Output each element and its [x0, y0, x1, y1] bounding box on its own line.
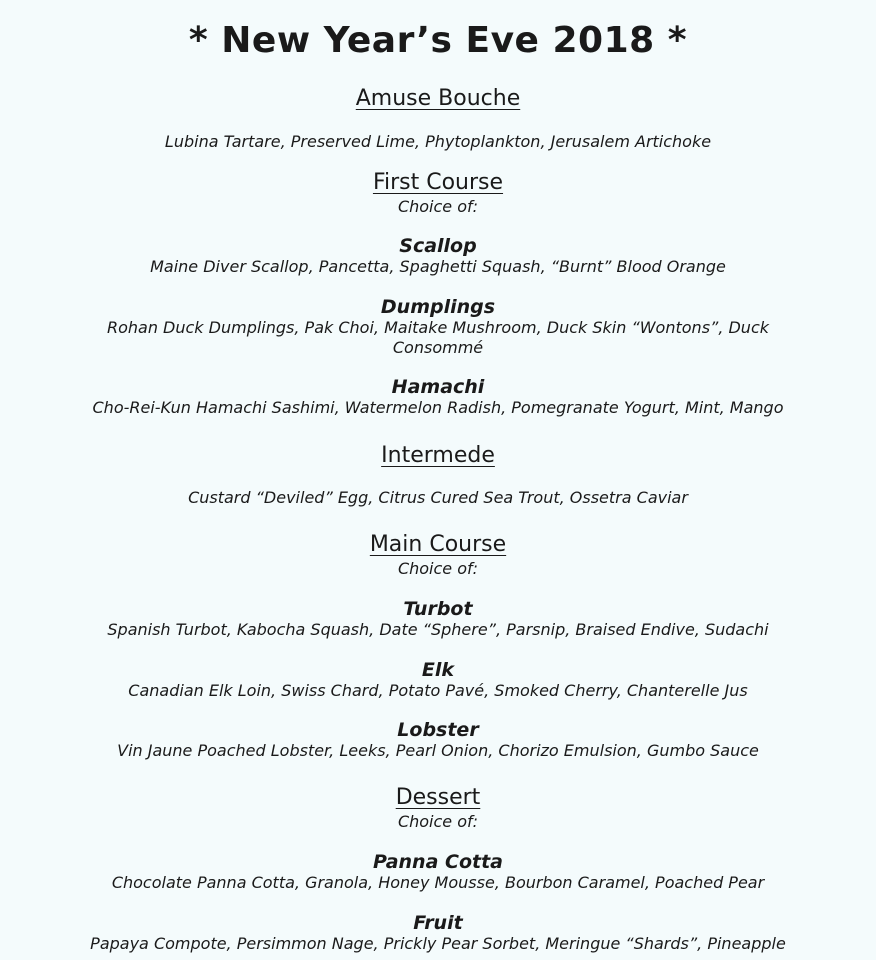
dish-name-turbot: Turbot: [403, 598, 473, 620]
dish-description-dumplings: Rohan Duck Dumplings, Pak Choi, Maitake Mushroom, Duck Skin “Wontons”, Duck Consommé: [106, 318, 770, 357]
menu-title: * New Year’s Eve 2018 *: [188, 20, 688, 61]
section-heading-intermede: Intermede: [381, 443, 495, 468]
main-course-choice-label: Choice of:: [397, 559, 479, 578]
dish-description-hamachi: Cho-Rei-Kun Hamachi Sashimi, Watermelon Radish, Pomegranate Yogurt, Mint, Mango: [92, 398, 784, 417]
dish-name-hamachi: Hamachi: [391, 376, 485, 398]
dish-description-panna-cotta: Chocolate Panna Cotta, Granola, Honey Mousse, Bourbon Caramel, Poached Pear: [111, 873, 765, 892]
intermede-description: Custard “Deviled” Egg, Citrus Cured Sea Trout, Ossetra Caviar: [188, 488, 688, 507]
dish-name-fruit: Fruit: [413, 912, 463, 934]
dish-name-panna-cotta: Panna Cotta: [372, 851, 503, 873]
dish-description-lobster: Vin Jaune Poached Lobster, Leeks, Pearl Onion, Chorizo Emulsion, Gumbo Sauce: [117, 741, 759, 760]
dish-name-scallop: Scallop: [399, 235, 477, 257]
dish-name-lobster: Lobster: [397, 719, 479, 741]
dish-name-dumplings: Dumplings: [380, 296, 496, 318]
section-heading-first-course: First Course: [372, 170, 504, 195]
dish-name-elk: Elk: [421, 659, 455, 681]
section-heading-dessert: Dessert: [395, 785, 481, 810]
dish-description-scallop: Maine Diver Scallop, Pancetta, Spaghetti Squash, “Burnt” Blood Orange: [150, 257, 726, 276]
section-heading-amuse-bouche: Amuse Bouche: [355, 86, 521, 111]
dish-description-fruit: Papaya Compote, Persimmon Nage, Prickly Pear Sorbet, Meringue “Shards”, Pineapple: [90, 934, 786, 953]
first-course-choice-label: Choice of:: [397, 197, 479, 216]
dessert-choice-label: Choice of:: [397, 812, 479, 831]
amuse-bouche-description: Lubina Tartare, Preserved Lime, Phytoplankton, Jerusalem Artichoke: [164, 132, 712, 151]
dish-description-elk: Canadian Elk Loin, Swiss Chard, Potato Pavé, Smoked Cherry, Chanterelle Jus: [128, 681, 748, 700]
section-heading-main-course: Main Course: [369, 532, 507, 557]
dish-description-turbot: Spanish Turbot, Kabocha Squash, Date “Sphere”, Parsnip, Braised Endive, Sudachi: [107, 620, 769, 639]
